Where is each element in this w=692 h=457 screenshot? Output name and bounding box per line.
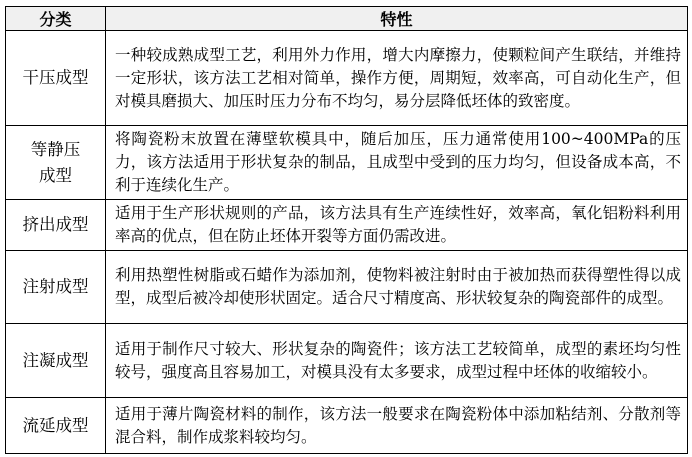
header-property: 特性 [106, 7, 688, 31]
table-row [6, 398, 688, 454]
row-category: 流延成型 [6, 398, 106, 454]
row-description: 利用热塑性树脂或石蜡作为添加剂，使物料被注射时由于被加热而获得塑性得以成型，成型后被冷却使形状固定。适合尺寸精度高、形状较复杂的陶瓷部件的成型。 [106, 251, 688, 324]
table-row [6, 324, 688, 398]
row-description: 适用于薄片陶瓷材料的制作，该方法一般要求在陶瓷粉体中添加粘结剂、分散剂等混合料，制作成浆料较均匀。 [106, 398, 688, 454]
header-row [6, 7, 688, 31]
forming-methods-table [5, 6, 688, 454]
row-description: 适用于制作尺寸较大、形状复杂的陶瓷件；该方法工艺较简单，成型的素坯均匀性较号，强度高且容易加工，对模具没有太多要求，成型过程中坯体的收缩较小。 [106, 324, 688, 398]
table-row [6, 251, 688, 324]
row-category: 注凝成型 [6, 324, 106, 398]
row-description: 一种较成熟成型工艺，利用外力作用，增大内摩擦力，使颗粒间产生联结，并维持一定形状，该方法工艺相对简单，操作方便，周期短，效率高，可自动化生产，但对模具磨损大、加压时压力分布不均匀，易分层降低坯体的致密度。 [106, 31, 688, 126]
table-row [6, 200, 688, 251]
row-category: 等静压 成型 [6, 126, 106, 200]
table-row [6, 31, 688, 126]
row-category: 挤出成型 [6, 200, 106, 251]
row-category: 干压成型 [6, 31, 106, 126]
table-header [6, 7, 688, 31]
table-body [6, 31, 688, 454]
header-category: 分类 [6, 7, 106, 31]
table-row [6, 126, 688, 200]
row-description: 将陶瓷粉末放置在薄壁软模具中，随后加压，压力通常使用100~400MPa的压力，该方法适用于形状复杂的制品，且成型中受到的压力均匀，但设备成本高，不利于连续化生产。 [106, 126, 688, 200]
row-description: 适用于生产形状规则的产品，该方法具有生产连续性好，效率高，氧化铝粉料利用率高的优点，但在防止坯体开裂等方面仍需改进。 [106, 200, 688, 251]
row-category: 注射成型 [6, 251, 106, 324]
